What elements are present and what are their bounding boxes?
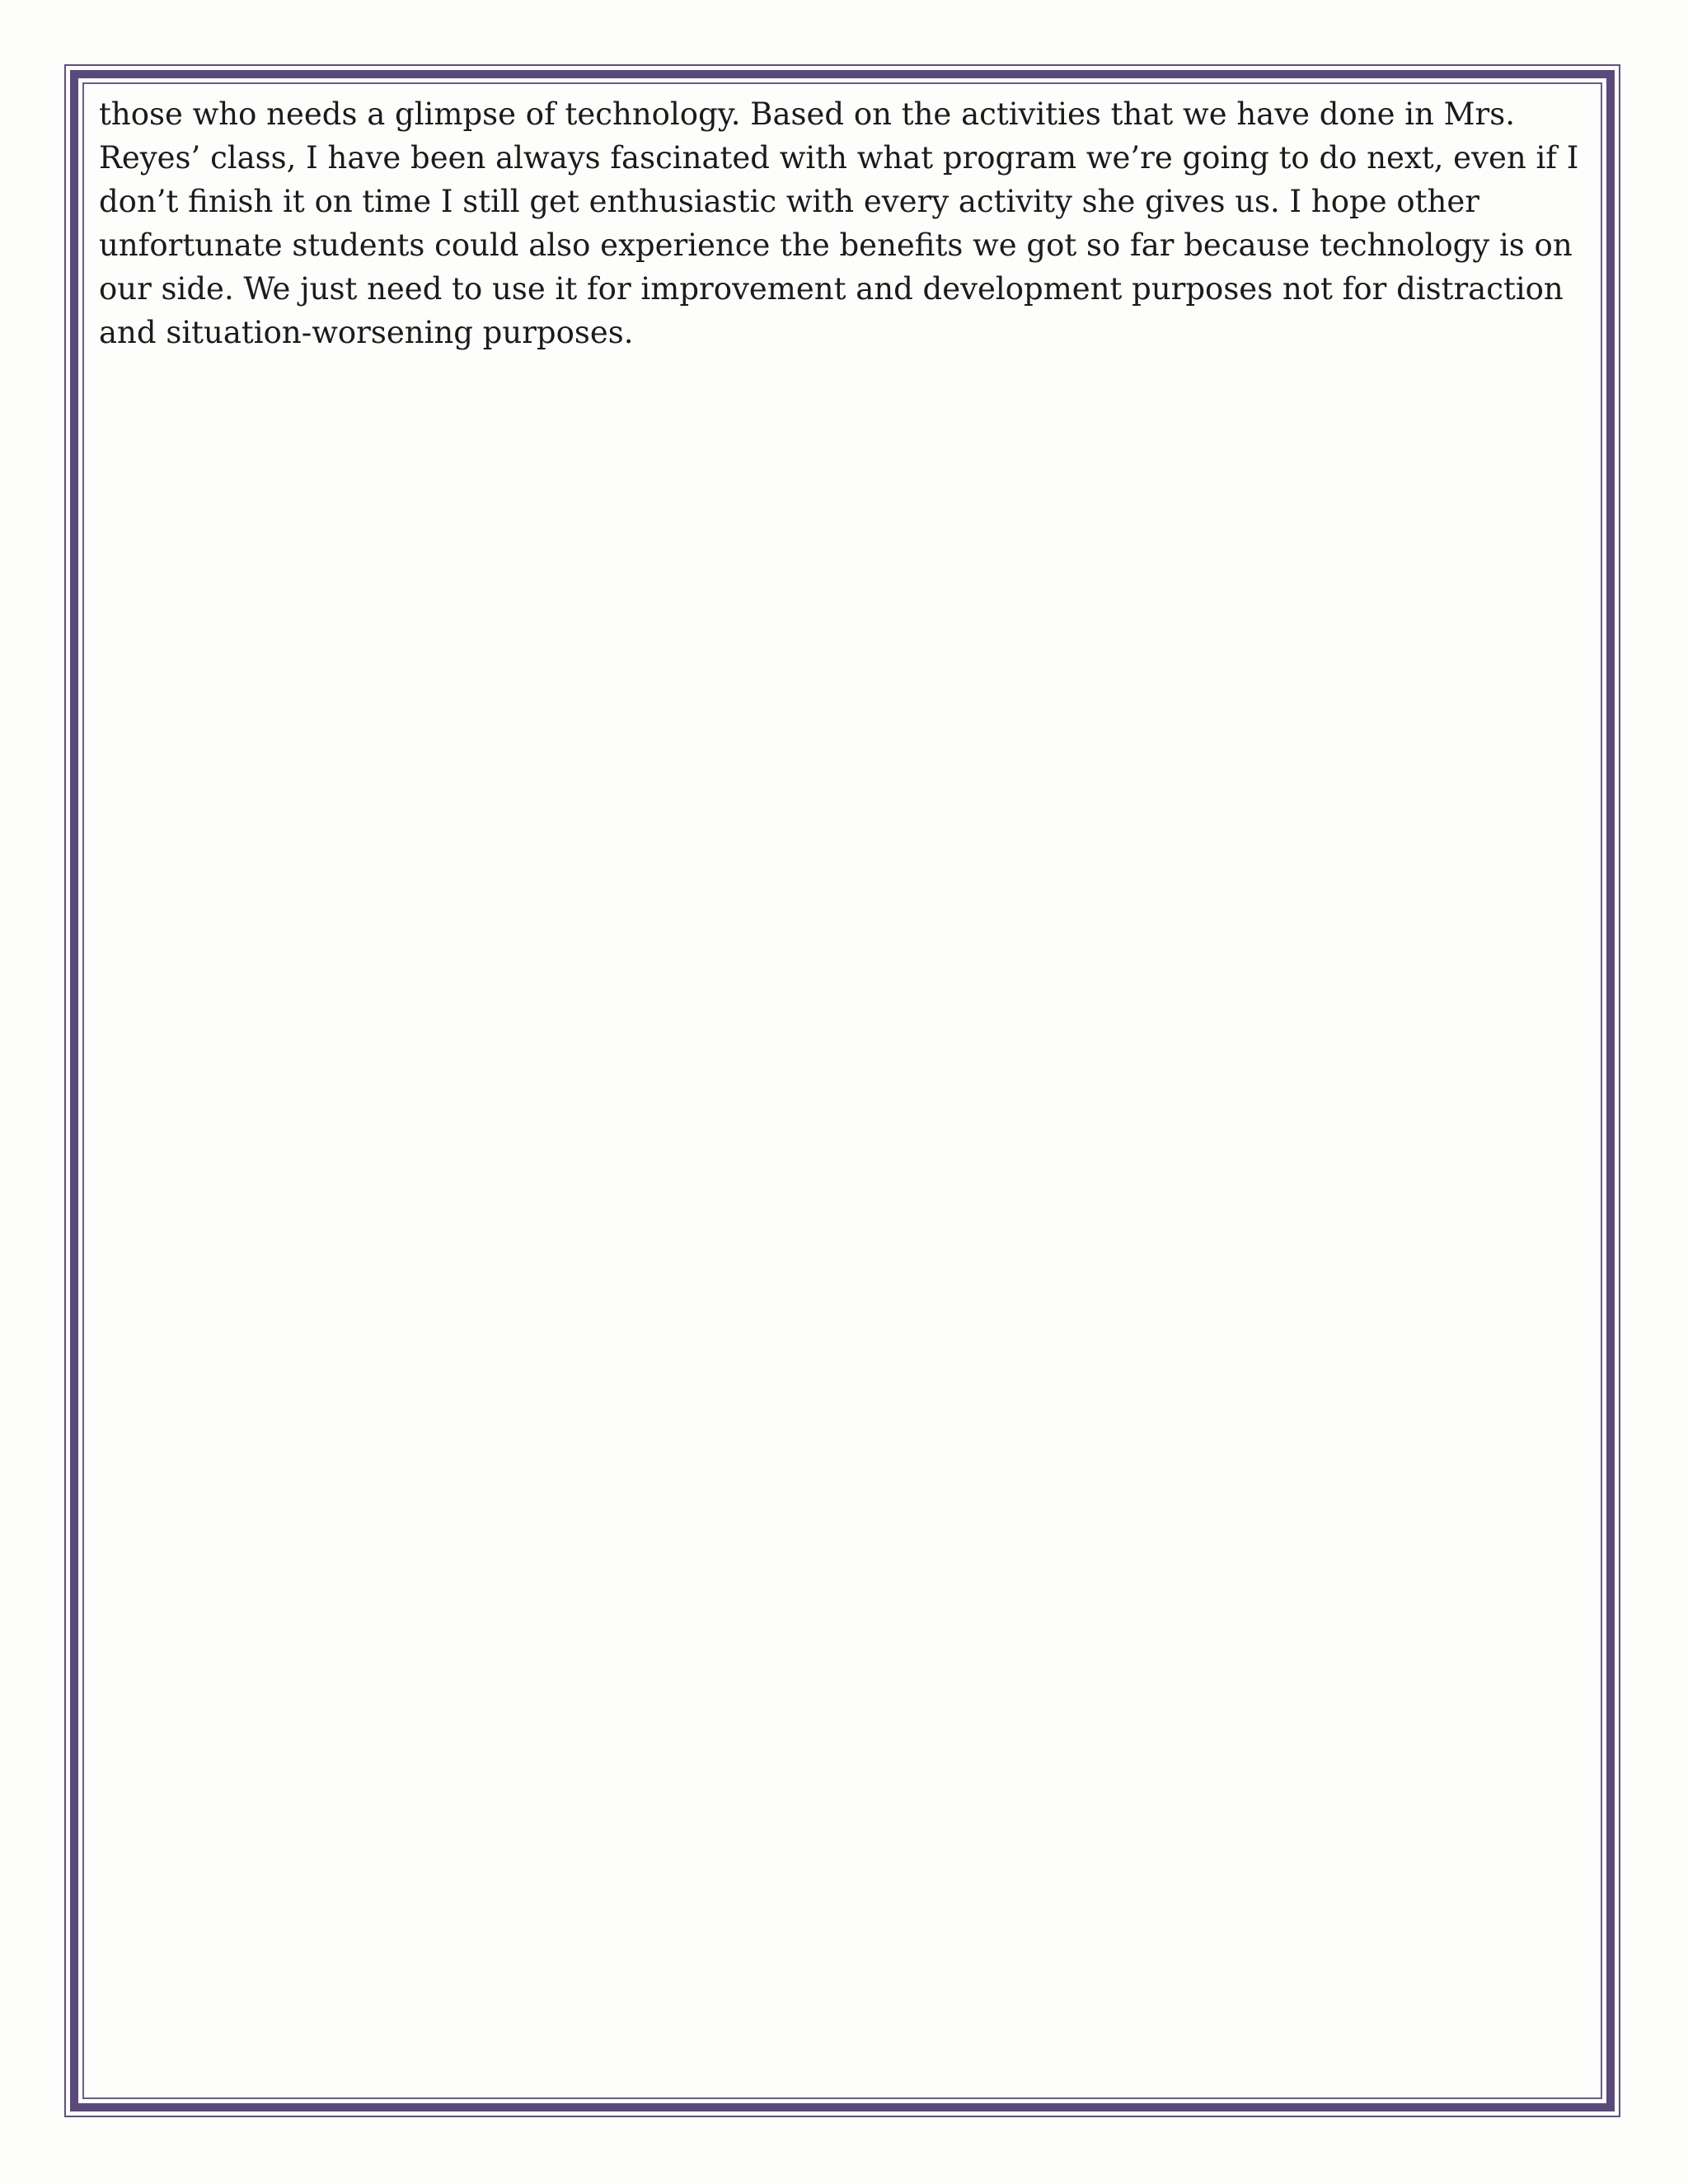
paragraph-line: and situation-worsening purposes. — [99, 315, 634, 350]
page-border-inner-line — [82, 82, 1602, 2099]
body-paragraph — [99, 92, 1579, 354]
paragraph-line: our side. We just need to use it for improvement and development purposes not for distraction — [99, 271, 1564, 307]
paragraph-line: don’t finish it on time I still get enthusiastic with every activity she gives us. I hope other — [99, 184, 1479, 219]
paragraph-line: Reyes’ class, I have been always fascinated with what program we’re going to do next, even if I — [99, 140, 1579, 176]
paragraph-line: unfortunate students could also experience the benefits we got so far because technology is on — [99, 227, 1573, 263]
paragraph-line: those who needs a glimpse of technology. Based on the activities that we have done in Mrs. — [99, 96, 1515, 132]
